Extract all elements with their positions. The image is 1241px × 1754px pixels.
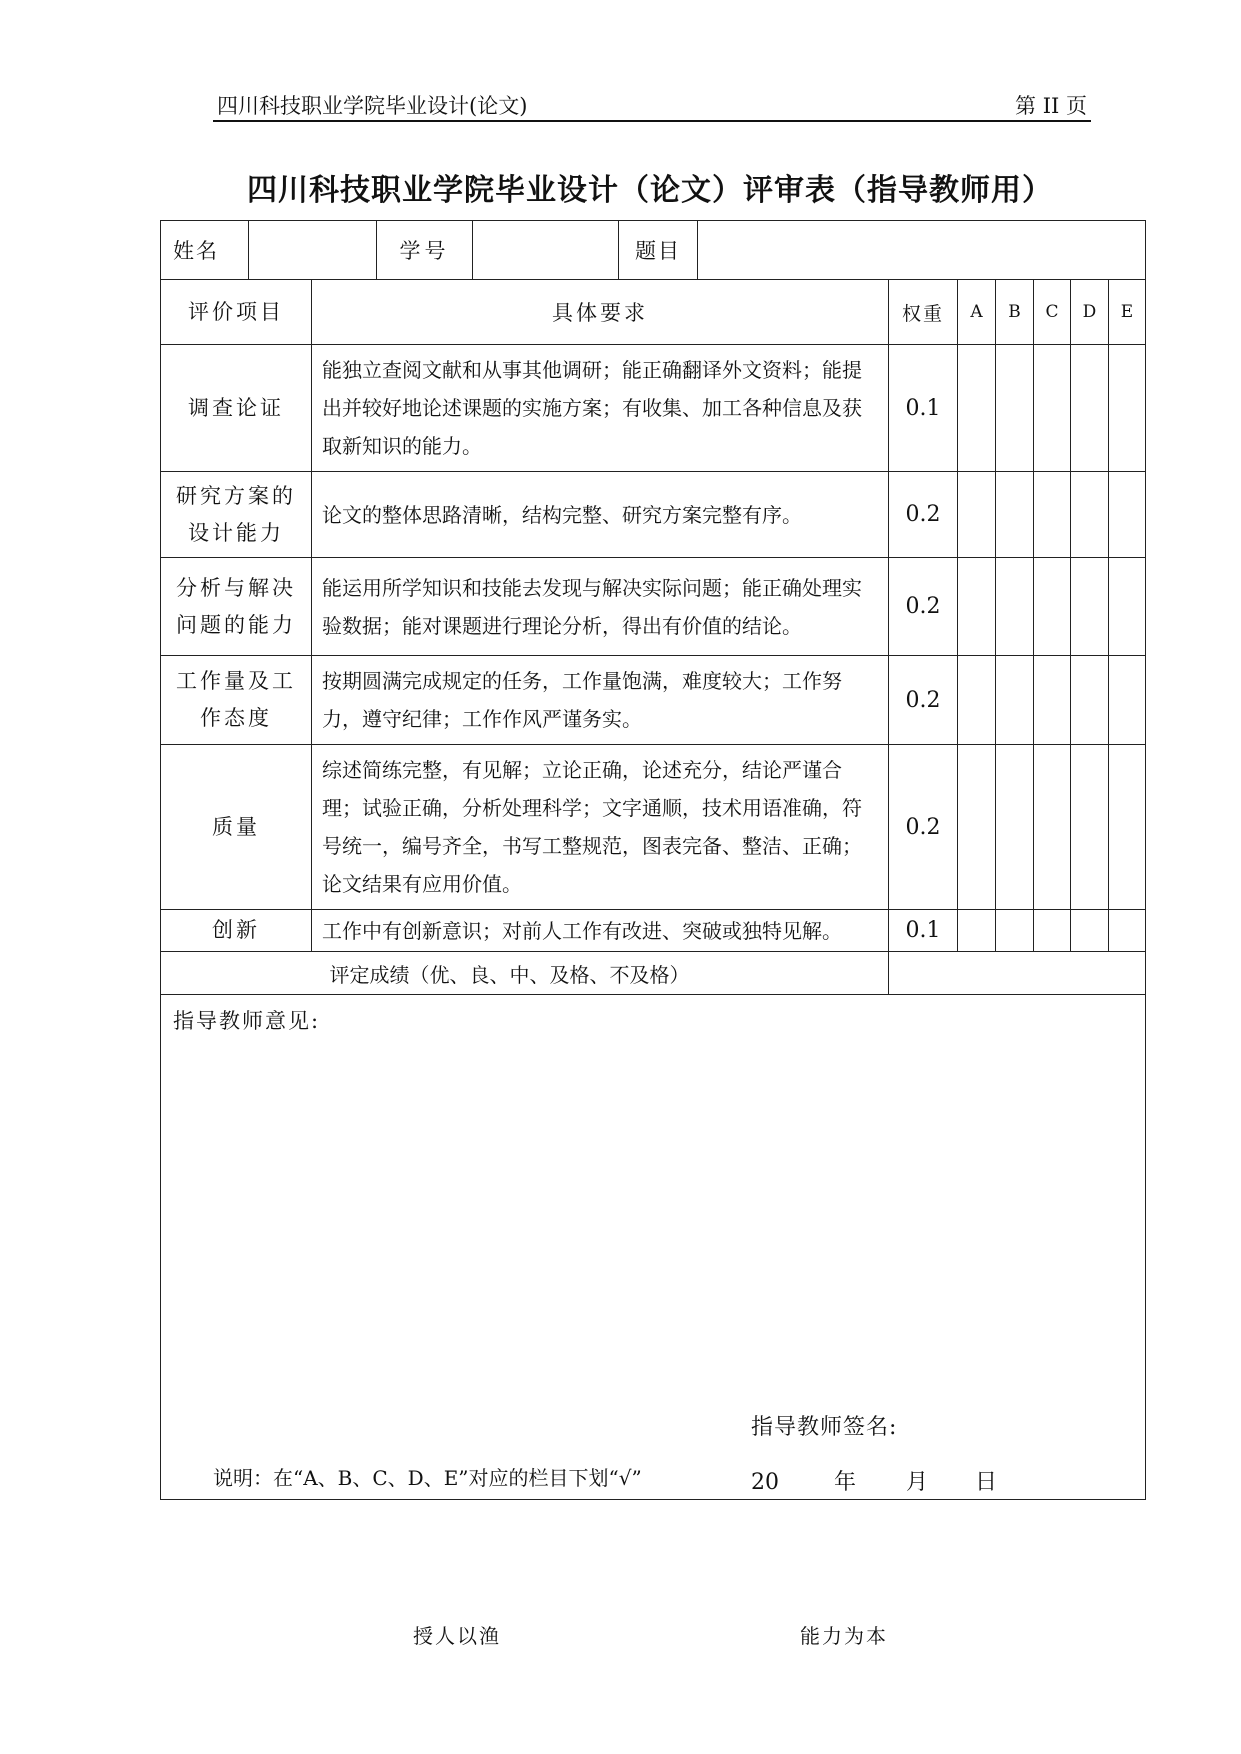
row-item: 调查论证 [161,345,312,472]
table-row [161,472,1146,558]
grade-cell-e[interactable] [1109,472,1146,558]
signature-label: 指导教师签名: [751,1415,898,1440]
grade-cell-d[interactable] [1071,345,1109,472]
header-grade-d: D [1071,280,1109,345]
grade-cell-d[interactable] [1071,472,1109,558]
opinion-field[interactable] [161,995,1146,1500]
row-requirement: 工作中有创新意识；对前人工作有改进、突破或独特见解。 [312,910,889,952]
grade-cell-c[interactable] [1034,910,1071,952]
grade-cell-d[interactable] [1071,910,1109,952]
grade-cell-a[interactable] [958,345,996,472]
row-weight: 0.2 [889,656,958,745]
row-item: 研究方案的设计能力 [161,472,312,558]
row-requirement: 按期圆满完成规定的任务，工作量饱满，难度较大；工作努力，遵守纪律；工作作风严谨务实。 [312,656,889,745]
header-weight: 权重 [889,280,958,345]
row-weight: 0.1 [889,910,958,952]
final-grade-field[interactable] [889,952,1146,995]
date-year-prefix: 20 [751,1470,779,1495]
date-day-label: 日 [975,1470,998,1495]
table-row [161,558,1146,656]
grade-cell-a[interactable] [958,472,996,558]
info-row [161,221,1146,280]
grade-cell-c[interactable] [1034,345,1071,472]
grade-cell-b[interactable] [996,472,1034,558]
row-item: 工作量及工作态度 [161,656,312,745]
grade-cell-d[interactable] [1071,558,1109,656]
grade-cell-e[interactable] [1109,558,1146,656]
grade-cell-b[interactable] [996,656,1034,745]
opinion-label: 指导教师意见: [173,1009,321,1033]
grade-cell-b[interactable] [996,745,1034,910]
page-number: 第 II 页 [1015,94,1087,118]
grade-cell-e[interactable] [1109,345,1146,472]
name-field[interactable] [249,221,377,279]
table-row [161,910,1146,952]
header-title: 四川科技职业学院毕业设计(论文) [217,94,528,118]
footer-motto-left: 授人以渔 [413,1624,501,1648]
grade-cell-e[interactable] [1109,745,1146,910]
date-year-label: 年 [834,1470,857,1495]
row-item: 质量 [161,745,312,910]
final-grade-row [161,952,1146,995]
header-grade-a: A [958,280,996,345]
row-weight: 0.2 [889,558,958,656]
header-item: 评价项目 [161,280,312,345]
row-requirement: 能独立查阅文献和从事其他调研；能正确翻译外文资料；能提出并较好地论述课题的实施方案；有收集、加工各种信息及获取新知识的能力。 [312,345,889,472]
table-row [161,345,1146,472]
topic-label: 题目 [619,221,698,279]
form-title: 四川科技职业学院毕业设计（论文）评审表（指导教师用） [247,173,1053,208]
grade-cell-b[interactable] [996,345,1034,472]
grade-cell-b[interactable] [996,910,1034,952]
header-requirement: 具体要求 [312,280,889,345]
row-item: 创新 [161,910,312,952]
signature-date [751,1465,997,1496]
grade-cell-c[interactable] [1034,558,1071,656]
table-header-row [161,280,1146,345]
student-id-field[interactable] [473,221,619,279]
grade-cell-a[interactable] [958,656,996,745]
header-grade-e: E [1109,280,1146,345]
table-row [161,745,1146,910]
header-grade-b: B [996,280,1034,345]
date-month-label: 月 [906,1470,929,1495]
instruction-note: 说明：在“A、B、C、D、E”对应的栏目下划“√” [213,1466,642,1490]
final-grade-label: 评定成绩（优、良、中、及格、不及格） [161,952,889,995]
student-id-label: 学号 [377,221,473,279]
page-header [213,86,1091,122]
opinion-row [161,995,1146,1500]
grade-cell-c[interactable] [1034,745,1071,910]
grade-cell-c[interactable] [1034,472,1071,558]
grade-cell-e[interactable] [1109,910,1146,952]
footer-motto-right: 能力为本 [800,1624,888,1648]
grade-cell-d[interactable] [1071,745,1109,910]
row-requirement: 论文的整体思路清晰，结构完整、研究方案完整有序。 [312,472,889,558]
grade-cell-a[interactable] [958,558,996,656]
name-label: 姓名 [161,221,249,279]
row-weight: 0.2 [889,745,958,910]
grade-cell-a[interactable] [958,910,996,952]
table-row [161,656,1146,745]
grade-cell-a[interactable] [958,745,996,910]
grade-cell-b[interactable] [996,558,1034,656]
row-weight: 0.2 [889,472,958,558]
grade-cell-e[interactable] [1109,656,1146,745]
grade-cell-d[interactable] [1071,656,1109,745]
row-weight: 0.1 [889,345,958,472]
header-grade-c: C [1034,280,1071,345]
row-requirement: 综述简练完整，有见解；立论正确，论述充分，结论严谨合理；试验正确，分析处理科学；文字通顺，技术用语准确，符号统一，编号齐全，书写工整规范，图表完备、整洁、正确；论文结果有应用价值。 [312,745,889,910]
grade-cell-c[interactable] [1034,656,1071,745]
topic-field[interactable] [698,221,1145,279]
row-requirement: 能运用所学知识和技能去发现与解决实际问题；能正确处理实验数据；能对课题进行理论分析，得出有价值的结论。 [312,558,889,656]
row-item: 分析与解决问题的能力 [161,558,312,656]
review-table [160,220,1146,1500]
